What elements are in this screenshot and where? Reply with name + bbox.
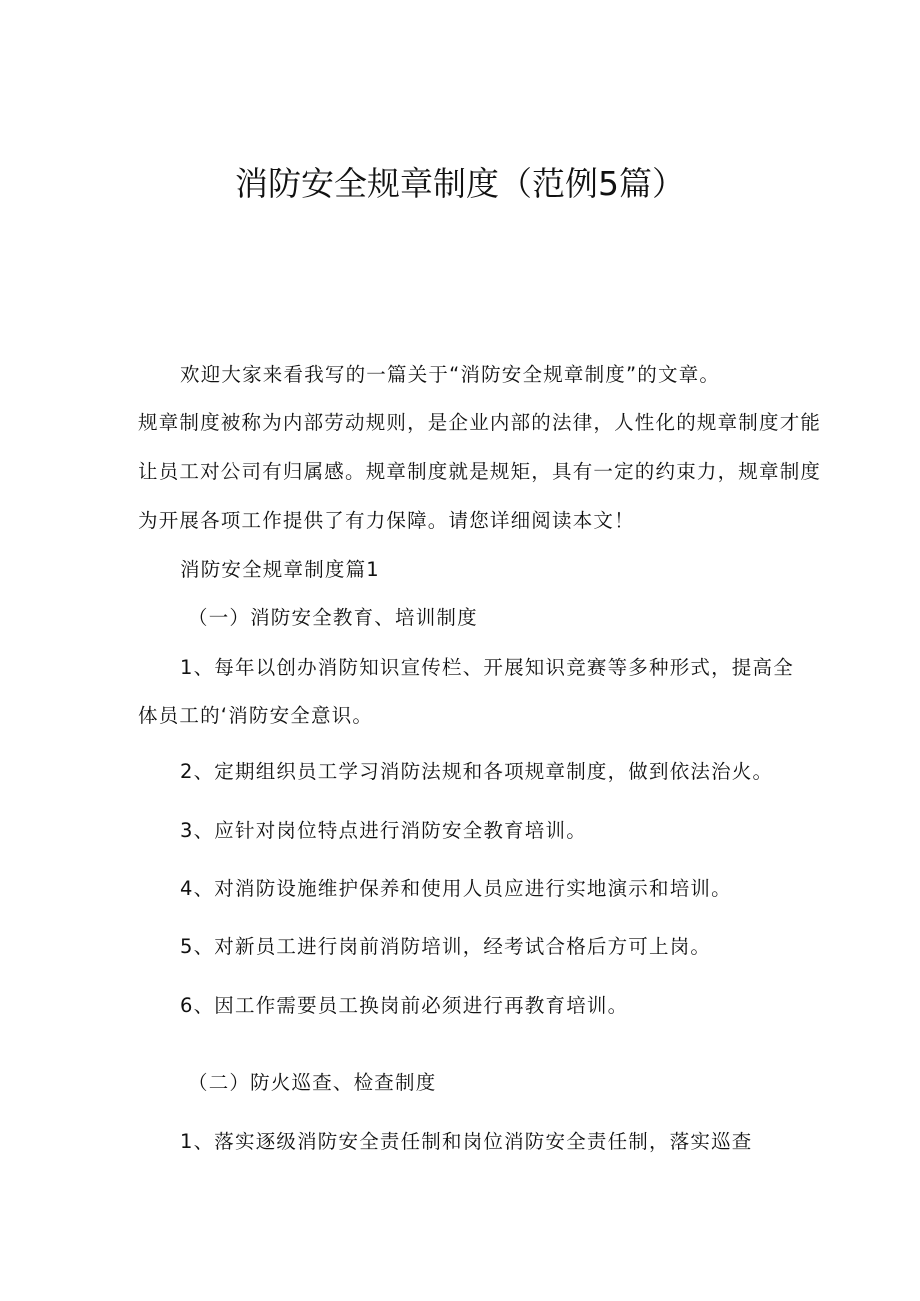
list-item-1-line-1: 1、每年以创办消防知识宣传栏、开展知识竞赛等多种形式，提高全 xyxy=(180,656,794,679)
list-item-2: 2、定期组织员工学习消防法规和各项规章制度，做到依法治火。 xyxy=(180,760,774,783)
intro-line-1: 欢迎大家来看我写的一篇关于“消防安全规章制度”的文章。 xyxy=(180,363,721,386)
list-item-1-line-2: 体员工的‘消防安全意识。 xyxy=(138,704,374,727)
list-item-4: 4、对消防设施维护保养和使用人员应进行实地演示和培训。 xyxy=(180,877,732,900)
intro-line-2: 规章制度被称为内部劳动规则，是企业内部的法律，人性化的规章制度才能 xyxy=(138,411,822,434)
subsection-2-heading: （二）防火巡查、检查制度 xyxy=(188,1071,437,1094)
subsection-2-item-1: 1、落实逐级消防安全责任制和岗位消防安全责任制，落实巡查 xyxy=(180,1130,753,1153)
section-1-heading: 消防安全规章制度篇1 xyxy=(180,558,380,581)
list-item-5: 5、对新员工进行岗前消防培训，经考试合格后方可上岗。 xyxy=(180,935,712,958)
intro-line-3: 让员工对公司有归属感。规章制度就是规矩，具有一定的约束力，规章制度 xyxy=(138,460,822,483)
document-title: 消防安全规章制度（范例5篇） xyxy=(235,164,685,203)
intro-line-4: 为开展各项工作提供了有力保障。请您详细阅读本文！ xyxy=(138,509,635,532)
list-item-6: 6、因工作需要员工换岗前必须进行再教育培训。 xyxy=(180,994,629,1017)
list-item-3: 3、应针对岗位特点进行消防安全教育培训。 xyxy=(180,819,587,842)
subsection-1-heading: （一）消防安全教育、培训制度 xyxy=(188,606,478,629)
